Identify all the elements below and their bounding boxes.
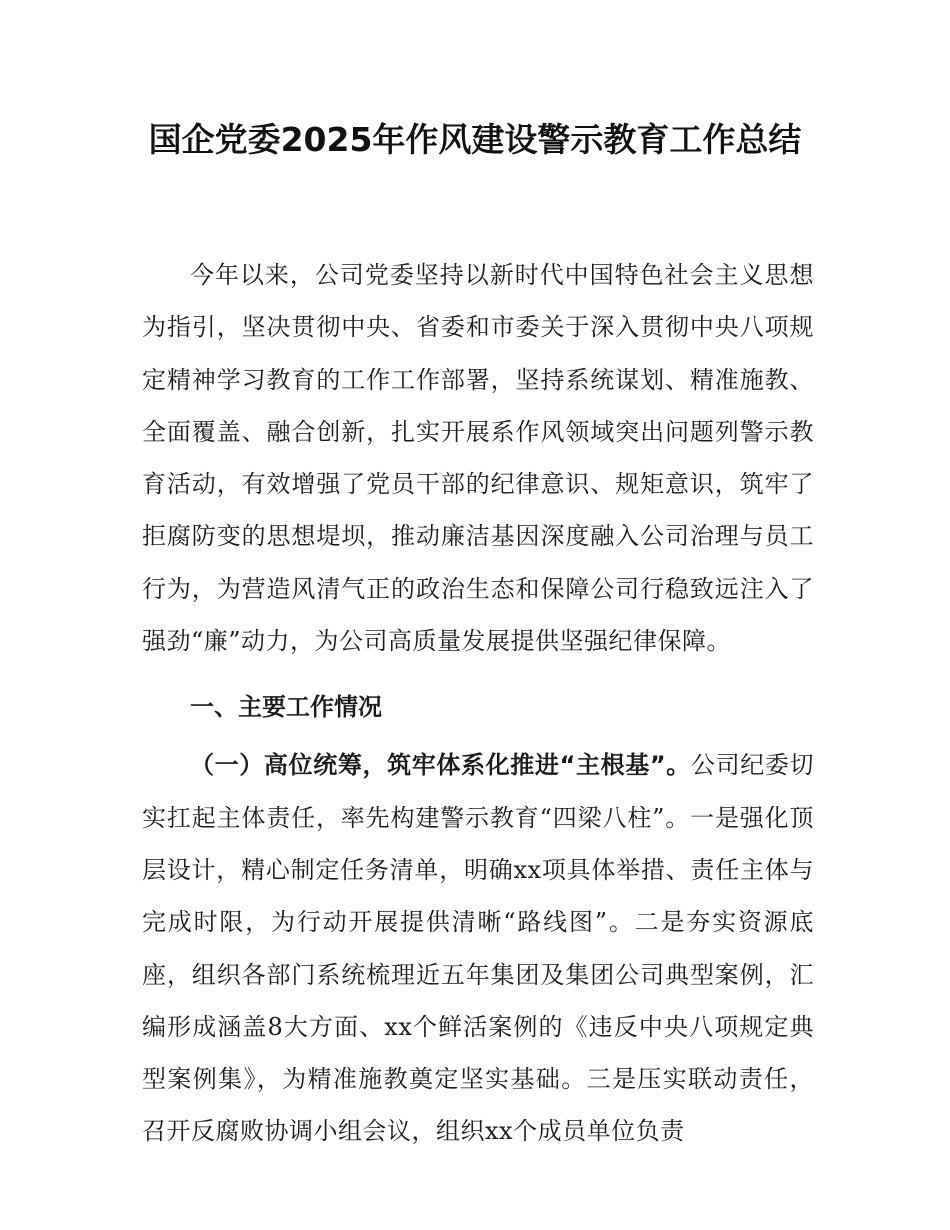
- section-heading: 一、主要工作情况: [190, 693, 382, 722]
- subsection-title: （一）高位统筹，筑牢体系化推进“主根基”。: [190, 751, 691, 780]
- document-title: 国企党委2025年作风建设警示教育工作总结: [148, 120, 802, 159]
- intro-paragraph: 今年以来，公司党委坚持以新时代中国特色社会主义思想为指引，坚决贯彻中央、省委和市委关于深入贯彻中央八项规定精神学习教育的工作工作部署，坚持系统谋划、精准施教、全面覆盖、融合创新，扎实开展系作风领域突出问题列警示教育活动，有效增强了党员干部的纪律意识、规矩意识，筑牢了拒腐防变的思想堤坝，推动廉洁基因深度融入公司治理与员工行为，为营造风清气正的政治生态和保障公司行稳致远注入了强劲“廉”动力，为公司高质量发展提供坚强纪律保障。: [142, 261, 814, 656]
- subsection-text: 公司纪委切实扛起主体责任，率先构建警示教育“四梁八柱”。一是强化顶层设计，精心制定任务清单，明确xx项具体举措、责任主体与完成时限，为行动开展提供清晰“路线图”。二是夯实资源底座，组织各部门系统梳理近五年集团及集团公司典型案例，汇编形成涵盖8大方面、xx个鲜活案例的《违反中央八项规定典型案例集》，为精准施教奠定坚实基础。三是压实联动责任，召开反腐败协调小组会议，组织xx个成员单位负责: [142, 751, 815, 1146]
- subsection-paragraph: [142, 739, 814, 1157]
- document-body: [142, 249, 814, 1158]
